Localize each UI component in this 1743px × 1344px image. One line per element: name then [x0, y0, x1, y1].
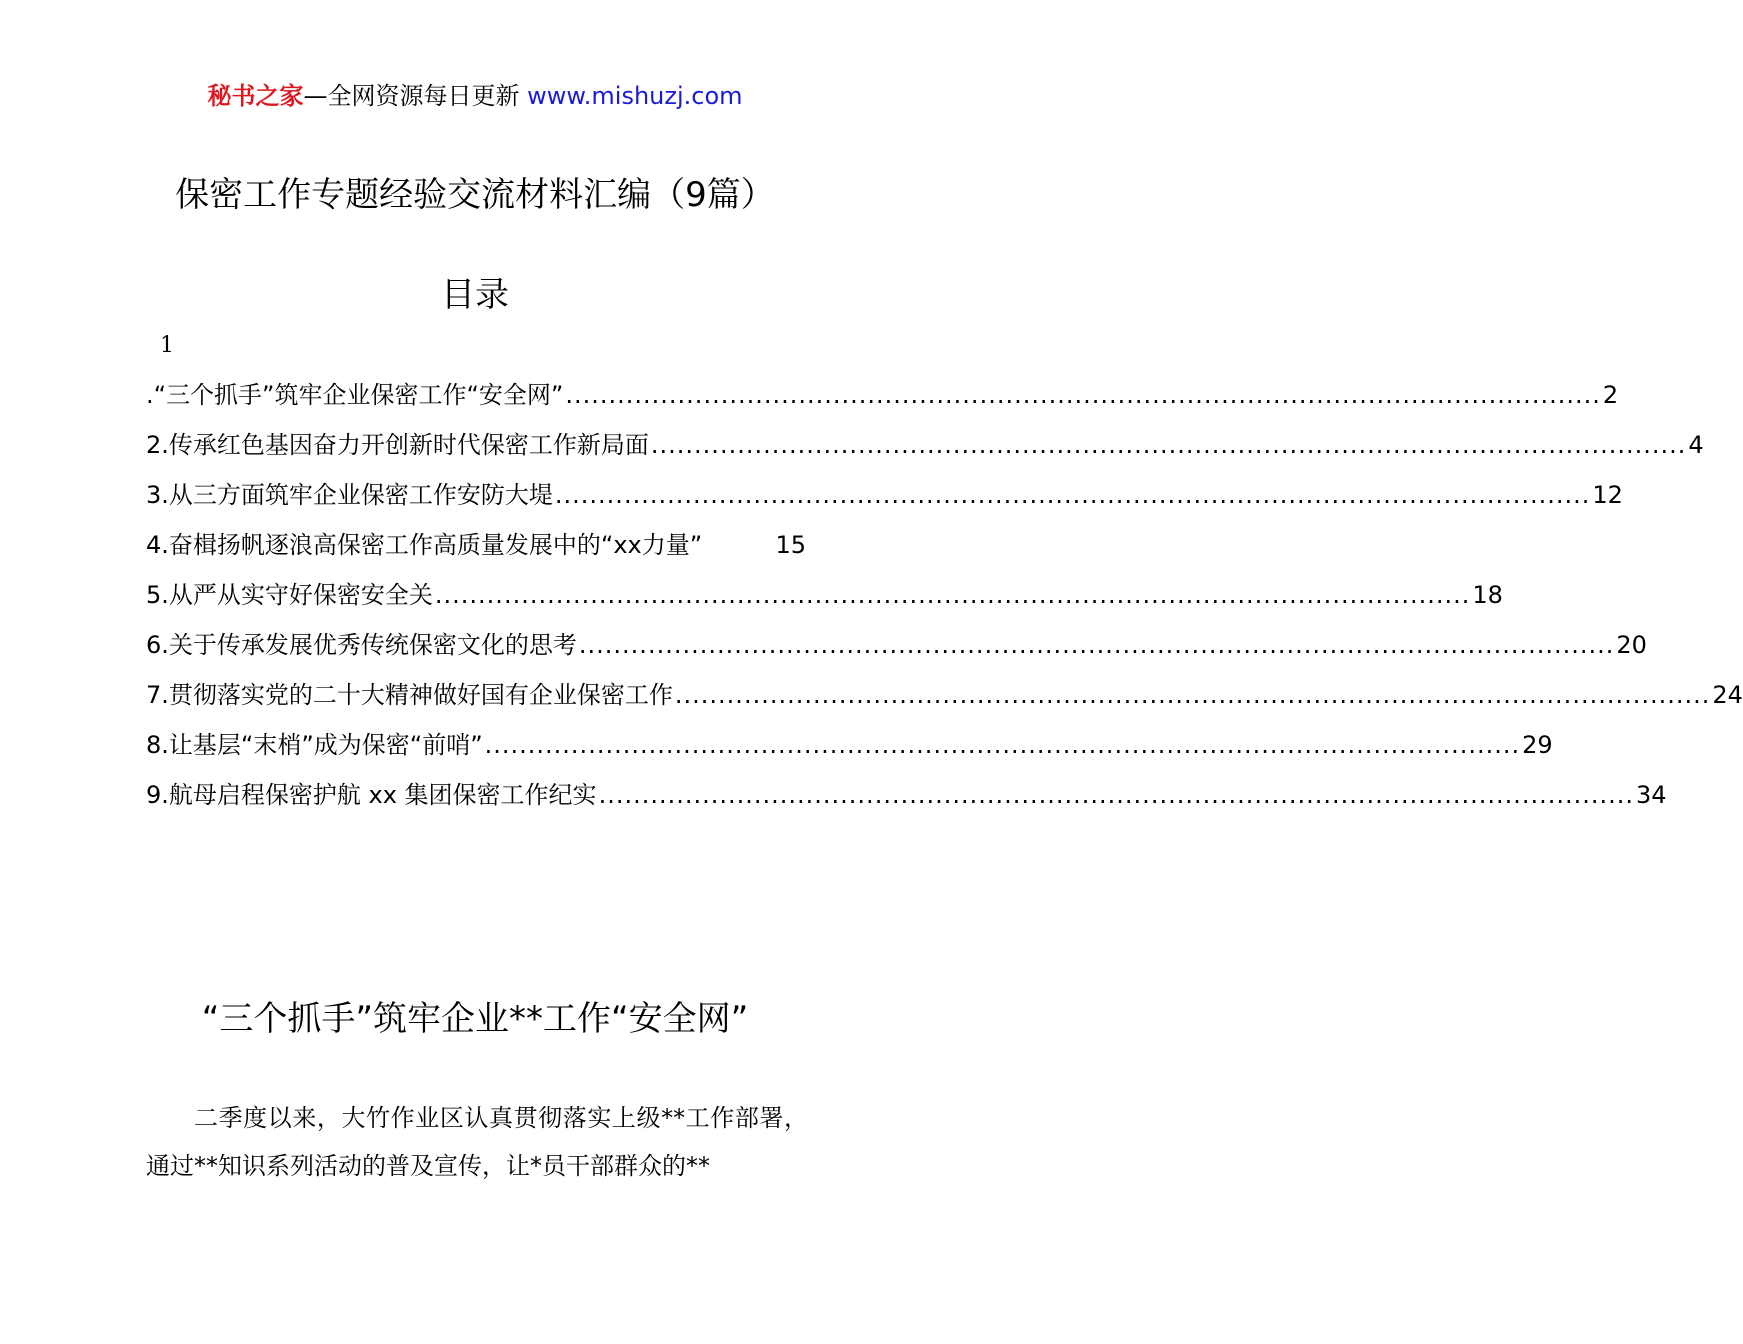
toc-item-text: 2.传承红色基因奋力开创新时代保密工作新局面 [146, 431, 649, 459]
header-tagline: —全网资源每日更新 [303, 82, 528, 110]
toc-item[interactable] [146, 372, 1619, 422]
toc-item-page: 15 [775, 531, 806, 559]
toc-first-number: 1 [160, 333, 174, 358]
toc-leader-dots [651, 422, 1686, 468]
toc-heading: 目录 [441, 275, 509, 315]
article-title: “三个抓手”筑牢企业**工作“安全网” [201, 999, 749, 1039]
toc-item[interactable] [146, 522, 806, 572]
toc-leader-dots [555, 472, 1590, 518]
site-link[interactable]: www.mishuzj.com [527, 82, 743, 110]
toc-item-page: 4 [1688, 431, 1704, 459]
toc-item-page: 24 [1712, 681, 1743, 709]
toc-item[interactable] [146, 672, 1743, 722]
toc-leader-dots [485, 722, 1520, 768]
toc-item-text: 4.奋楫扬帆逐浪高保密工作高质量发展中的“xx力量” [146, 531, 703, 559]
site-header [0, 80, 950, 112]
toc-item[interactable] [146, 472, 1623, 522]
toc-item[interactable] [146, 622, 1647, 672]
toc-item-text: 8.让基层“末梢”成为保密“前哨” [146, 731, 483, 759]
toc-item[interactable] [146, 422, 1704, 472]
toc-item[interactable] [146, 772, 1667, 822]
toc-item[interactable] [146, 572, 1503, 622]
toc-item-text: 6.关于传承发展优秀传统保密文化的思考 [146, 631, 577, 659]
toc-leader-dots [675, 672, 1710, 718]
table-of-contents [146, 372, 1743, 822]
toc-item-text: 7.贯彻落实党的二十大精神做好国有企业保密工作 [146, 681, 673, 709]
toc-item-page: 12 [1592, 481, 1623, 509]
toc-leader-dots [579, 622, 1614, 668]
toc-item[interactable] [146, 722, 1553, 772]
toc-leader-dots [599, 772, 1634, 818]
toc-item-page: 34 [1636, 781, 1667, 809]
toc-item-page: 20 [1616, 631, 1647, 659]
toc-leader-dots [435, 572, 1470, 618]
brand-name: 秘书之家 [207, 82, 304, 110]
toc-item-text: 9.航母启程保密护航 xx 集团保密工作纪实 [146, 781, 597, 809]
toc-item-page: 29 [1522, 731, 1553, 759]
toc-leader-dots [565, 372, 1600, 418]
document-title: 保密工作专题经验交流材料汇编（9篇） [175, 175, 775, 215]
toc-item-text: 3.从三方面筑牢企业保密工作安防大堤 [146, 481, 553, 509]
toc-item-text: 5.从严从实守好保密安全关 [146, 581, 433, 609]
toc-item-page: 2 [1602, 381, 1619, 409]
toc-item-text: .“三个抓手”筑牢企业保密工作“安全网” [146, 381, 564, 409]
toc-item-page: 18 [1472, 581, 1503, 609]
article-paragraph: 二季度以来，大竹作业区认真贯彻落实上级**工作部署，通过**知识系列活动的普及宣传，让*员干部群众的** [146, 1104, 808, 1180]
